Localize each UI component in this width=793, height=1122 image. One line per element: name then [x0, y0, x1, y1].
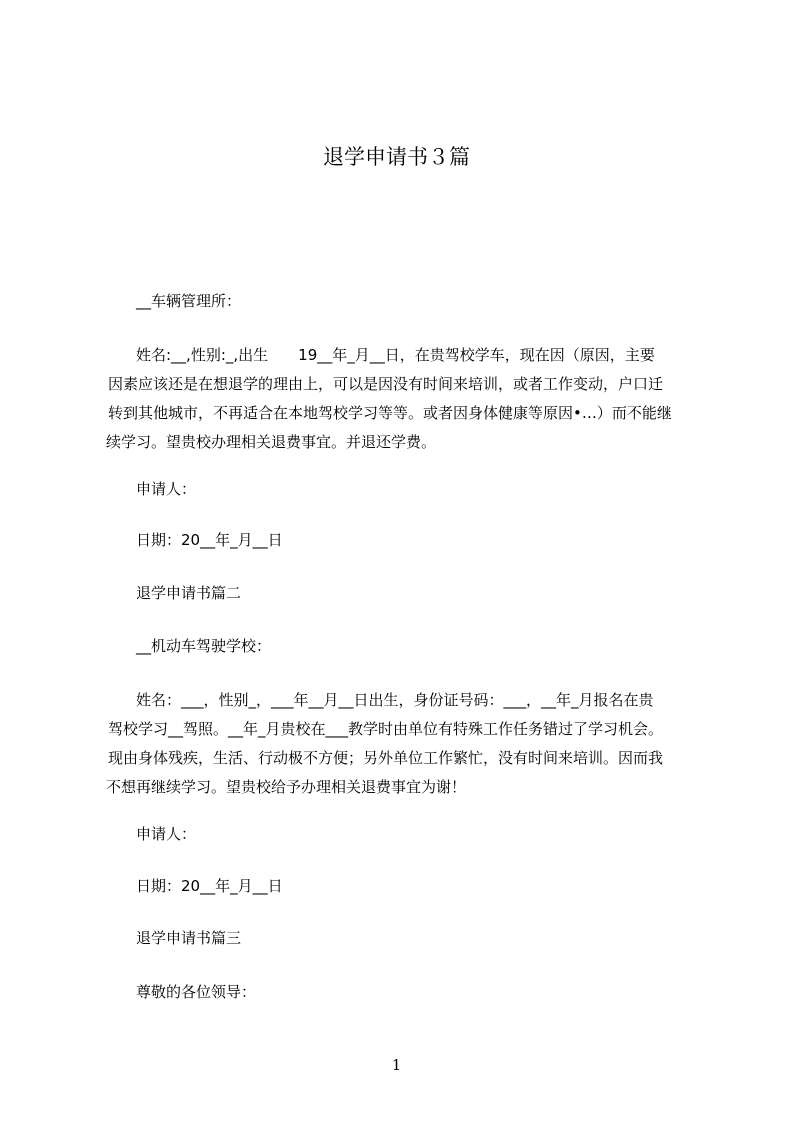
letter1-body-line: 因素应该还是在想退学的理由上，可以是因没有时间来培训，或者工作变动，户口迁 [108, 375, 664, 393]
letter1-applicant: 申请人： [136, 480, 197, 498]
letter1-body-line: 姓名:__,性别:_,出生 19__年_月__日，在贵驾校学车，现在因（原因，主要 [136, 346, 655, 364]
section2-body-line: 现由身体残疾，生活、行动极不方便；另外单位工作繁忙，没有时间来培训。因而我 [108, 749, 664, 767]
letter1-body [106, 341, 706, 457]
section2-salutation: __机动车驾驶学校： [136, 637, 272, 655]
section2-body-line: 姓名：___，性别_，___年__月__日出生，身份证号码：___，__年_月报名在贵 [136, 691, 654, 709]
section3-salutation: 尊敬的各位领导： [136, 983, 257, 1001]
letter1-body-line: 转到其他城市，不再适合在本地驾校学习等等。或者因身体健康等原因•…）而不能继 [108, 404, 672, 422]
section2-body-line: 不想再继续学习。望贵校给予办理相关退费事宜为谢！ [106, 778, 467, 796]
letter1-body-line: 续学习。望贵校办理相关退费事宜。并退还学费。 [106, 433, 437, 451]
section2-body [106, 686, 706, 802]
section2-applicant: 申请人： [136, 825, 197, 843]
section2-date: 日期：20__年_月__日 [136, 877, 283, 895]
document-title: 退学申请书３篇 [323, 145, 470, 169]
section2-heading: 退学申请书篇二 [136, 584, 242, 602]
letter1-date: 日期：20__年_月__日 [136, 531, 283, 549]
section2-body-line: 驾校学习__驾照。__年_月贵校在___教学时由单位有特殊工作任务错过了学习机会。 [108, 720, 664, 738]
section3-heading: 退学申请书篇三 [136, 929, 242, 947]
letter1-salutation: __车辆管理所： [136, 292, 242, 310]
page-number: 1 [391, 1056, 402, 1074]
